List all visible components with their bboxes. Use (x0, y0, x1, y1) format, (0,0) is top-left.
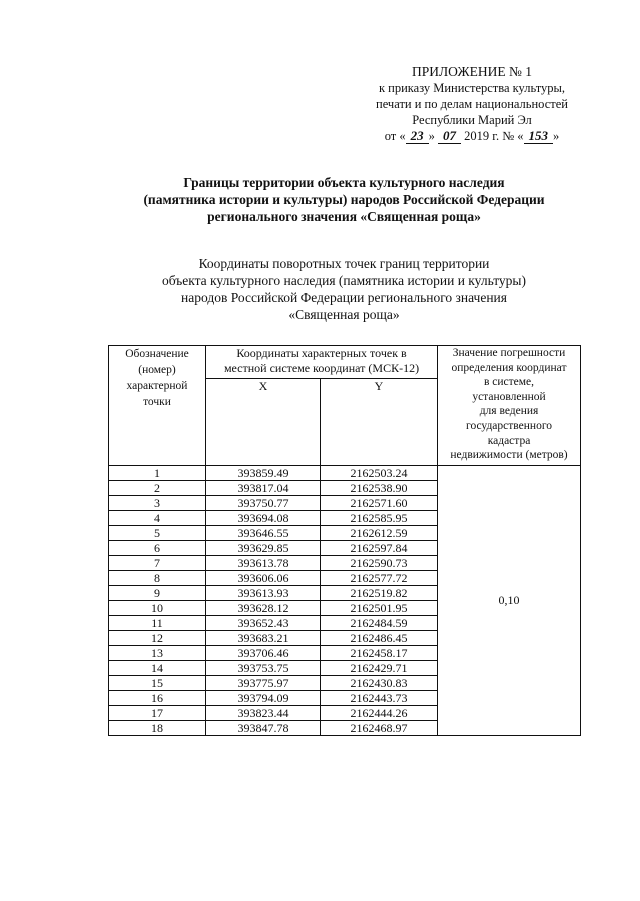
date-month: 07 (438, 128, 461, 144)
header-text: Обозначение (125, 348, 189, 360)
caption-line: Координаты поворотных точек границ территории (198, 256, 490, 271)
point-number-cell: 6 (109, 541, 206, 556)
title-line: (памятника истории и культуры) народов Российской Федерации (143, 192, 545, 207)
y-coordinate-cell: 2162612.59 (321, 526, 438, 541)
point-number-cell: 11 (109, 616, 206, 631)
header-coordinates (206, 346, 438, 379)
point-number-cell: 4 (109, 511, 206, 526)
header-text: (номер) (138, 364, 176, 376)
appendix-header (360, 63, 584, 144)
y-coordinate-cell: 2162501.95 (321, 601, 438, 616)
x-coordinate-cell: 393775.97 (206, 676, 321, 691)
appendix-date-line (360, 128, 584, 144)
title-line: регионального значения «Священная роща» (207, 209, 481, 224)
appendix-line-republic: Республики Марий Эл (412, 113, 532, 127)
header-accuracy (438, 346, 581, 466)
header-text: кадастра (487, 434, 531, 447)
x-coordinate-cell: 393683.21 (206, 631, 321, 646)
y-coordinate-cell: 2162444.26 (321, 706, 438, 721)
header-text: установленной (472, 390, 546, 403)
header-text: недвижимости (метров) (450, 449, 568, 462)
y-coordinate-cell: 2162597.84 (321, 541, 438, 556)
point-number-cell: 16 (109, 691, 206, 706)
y-coordinate-cell: 2162443.73 (321, 691, 438, 706)
y-coordinate-cell: 2162590.73 (321, 556, 438, 571)
header-text: для ведения (479, 405, 539, 418)
title-line: Границы территории объекта культурного наследия (183, 175, 505, 190)
date-suffix: » (553, 129, 560, 143)
date-mid1: » (428, 129, 439, 143)
x-coordinate-cell: 393613.78 (206, 556, 321, 571)
y-coordinate-cell: 2162484.59 (321, 616, 438, 631)
header-text: характерной (126, 380, 188, 392)
x-coordinate-cell: 393652.43 (206, 616, 321, 631)
point-number-cell: 7 (109, 556, 206, 571)
point-number-cell: 13 (109, 646, 206, 661)
header-text: точки (143, 396, 171, 408)
y-coordinate-cell: 2162519.82 (321, 586, 438, 601)
y-coordinate-cell: 2162571.60 (321, 496, 438, 511)
x-coordinate-cell: 393794.09 (206, 691, 321, 706)
y-coordinate-cell: 2162486.45 (321, 631, 438, 646)
appendix-line-ministry: печати и по делам национальностей (376, 97, 568, 111)
point-number-cell: 5 (109, 526, 206, 541)
date-day: 23 (406, 128, 429, 144)
table-caption (84, 255, 604, 323)
x-coordinate-cell: 393606.06 (206, 571, 321, 586)
x-coordinate-cell: 393753.75 (206, 661, 321, 676)
x-coordinate-cell: 393859.49 (206, 466, 321, 481)
caption-line: «Священная роща» (288, 307, 400, 322)
y-coordinate-cell: 2162577.72 (321, 571, 438, 586)
x-coordinate-cell: 393823.44 (206, 706, 321, 721)
y-coordinate-cell: 2162585.95 (321, 511, 438, 526)
header-text: в системе, (483, 376, 535, 389)
point-number-cell: 18 (109, 721, 206, 736)
point-number-cell: 1 (109, 466, 206, 481)
y-coordinate-cell: 2162503.24 (321, 466, 438, 481)
table-row (109, 466, 581, 481)
point-number-cell: 14 (109, 661, 206, 676)
x-coordinate-cell: 393706.46 (206, 646, 321, 661)
y-coordinate-cell: 2162429.71 (321, 661, 438, 676)
point-number-cell: 15 (109, 676, 206, 691)
x-coordinate-cell: 393628.12 (206, 601, 321, 616)
order-number: 153 (524, 128, 554, 144)
point-number-cell: 3 (109, 496, 206, 511)
header-row (109, 346, 581, 379)
y-coordinate-cell: 2162430.83 (321, 676, 438, 691)
header-x: X (206, 379, 321, 466)
document-title (84, 174, 604, 225)
point-number-cell: 17 (109, 706, 206, 721)
date-mid2: 2019 г. № « (461, 129, 524, 143)
x-coordinate-cell: 393750.77 (206, 496, 321, 511)
y-coordinate-cell: 2162468.97 (321, 721, 438, 736)
point-number-cell: 8 (109, 571, 206, 586)
appendix-line-order: к приказу Министерства культуры, (378, 81, 566, 95)
y-coordinate-cell: 2162538.90 (321, 481, 438, 496)
coordinates-table (108, 345, 581, 736)
point-number-cell: 9 (109, 586, 206, 601)
caption-line: народов Российской Федерации регионального значения (181, 290, 507, 305)
header-y: Y (321, 379, 438, 466)
date-prefix: от « (384, 129, 406, 143)
appendix-title: ПРИЛОЖЕНИЕ № 1 (411, 64, 533, 79)
x-coordinate-cell: 393613.93 (206, 586, 321, 601)
header-text: государственного (466, 419, 553, 432)
y-coordinate-cell: 2162458.17 (321, 646, 438, 661)
table-body (109, 466, 581, 736)
accuracy-value-cell: 0,10 (438, 466, 581, 736)
header-text: определения координат (451, 361, 567, 374)
x-coordinate-cell: 393817.04 (206, 481, 321, 496)
caption-line: объекта культурного наследия (памятника истории и культуры) (161, 273, 527, 288)
header-text: местной системе координат (МСК-12) (223, 361, 420, 375)
x-coordinate-cell: 393629.85 (206, 541, 321, 556)
header-point-number (109, 346, 206, 466)
header-text: Координаты характерных точек в (236, 346, 407, 360)
x-coordinate-cell: 393847.78 (206, 721, 321, 736)
x-coordinate-cell: 393646.55 (206, 526, 321, 541)
point-number-cell: 2 (109, 481, 206, 496)
point-number-cell: 10 (109, 601, 206, 616)
point-number-cell: 12 (109, 631, 206, 646)
x-coordinate-cell: 393694.08 (206, 511, 321, 526)
header-text: Значение погрешности (452, 347, 566, 359)
